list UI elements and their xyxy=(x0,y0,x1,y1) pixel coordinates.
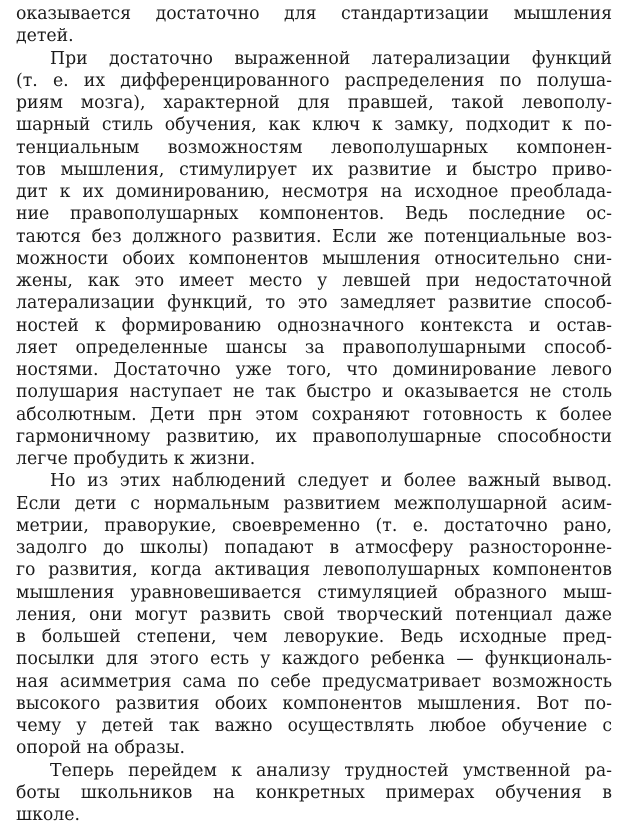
text-line: абсолютным. Дети прн этом сохраняют готовность к более xyxy=(16,404,612,425)
text-line: школе. xyxy=(16,805,80,825)
text-line: ная асимметрия сама по себе предусматривает возможность xyxy=(16,671,612,692)
text-line: ностей к формированию однозначного контекста и остав- xyxy=(16,315,612,336)
text-line: ления, они могут развить свой творческий потенциал даже xyxy=(16,604,612,625)
text-line: в большей степени, чем леворукие. Ведь исходные пред- xyxy=(16,627,612,647)
text-line: тенциальным возможностям левополушарных компонен- xyxy=(16,137,612,158)
text-line: задолго до школы) попадают в атмосферу разносторонне- xyxy=(16,538,612,558)
text-line: (т. е. их дифференцированного распределения по полуша- xyxy=(16,70,612,91)
text-line: оказывается достаточно для стандартизации мышления xyxy=(16,4,612,24)
document-page xyxy=(16,3,612,826)
text-line: латерализации функций, то это замедляет развитие способ- xyxy=(16,293,612,314)
text-line: дит к их доминированию, несмотря на исходное преоблада- xyxy=(16,182,612,202)
text-line: можности обоих компонентов мышления относительно сни- xyxy=(16,248,612,269)
text-line: риям мозга), характерной для правшей, такой левополу- xyxy=(16,93,612,113)
text-line: таются без должного развития. Если же потенциальные воз- xyxy=(16,226,612,247)
text-line: Если дети с нормальным развитием межполушарной асим- xyxy=(16,493,612,514)
text-line: опорой на образы. xyxy=(16,738,185,759)
text-line: детей. xyxy=(16,26,74,47)
text-line: ностями. Достаточно уже того, что доминирование левого xyxy=(16,360,612,380)
text-line: Но из этих наблюдений следует и более важный вывод. xyxy=(50,471,612,492)
text-line: тов мышления, стимулирует их развитие и быстро приво- xyxy=(16,159,612,180)
text-line: мышления уравновешивается стимуляцией образного мыш- xyxy=(16,582,612,603)
text-line: При достаточно выраженной латерализации функций xyxy=(50,48,612,69)
text-line: метрии, праворукие, своевременно (т. е. достаточно рано, xyxy=(16,515,612,536)
text-line: ляет определенные шансы за правополушарными способ- xyxy=(16,337,612,358)
text-line: го развития, когда активация левополушарных компонентов xyxy=(16,560,612,581)
text-line: боты школьников на конкретных примерах обучения в xyxy=(16,782,612,803)
text-line: шарный стиль обучения, как ключ к замку, подходит к по- xyxy=(16,115,612,136)
text-line: чему у детей так важно осуществлять любое обучение с xyxy=(16,716,612,736)
text-line: жены, как это имеет место у левшей при недостаточной xyxy=(16,271,612,291)
text-line: ние правополушарных компонентов. Ведь последние ос- xyxy=(16,204,612,225)
text-line: Теперь перейдем к анализу трудностей умственной ра- xyxy=(50,760,612,781)
text-line: легче пробудить к жизни. xyxy=(16,449,256,469)
text-line: посылки для этого есть у каждого ребенка — функциональ- xyxy=(16,649,612,670)
text-line: высокого развития обоих компонентов мышления. Вот по- xyxy=(16,693,612,714)
text-line: гармоничному развитию, их правополушарные способности xyxy=(16,426,612,447)
text-line: полушария наступает не так быстро и оказывается не столь xyxy=(16,382,612,403)
